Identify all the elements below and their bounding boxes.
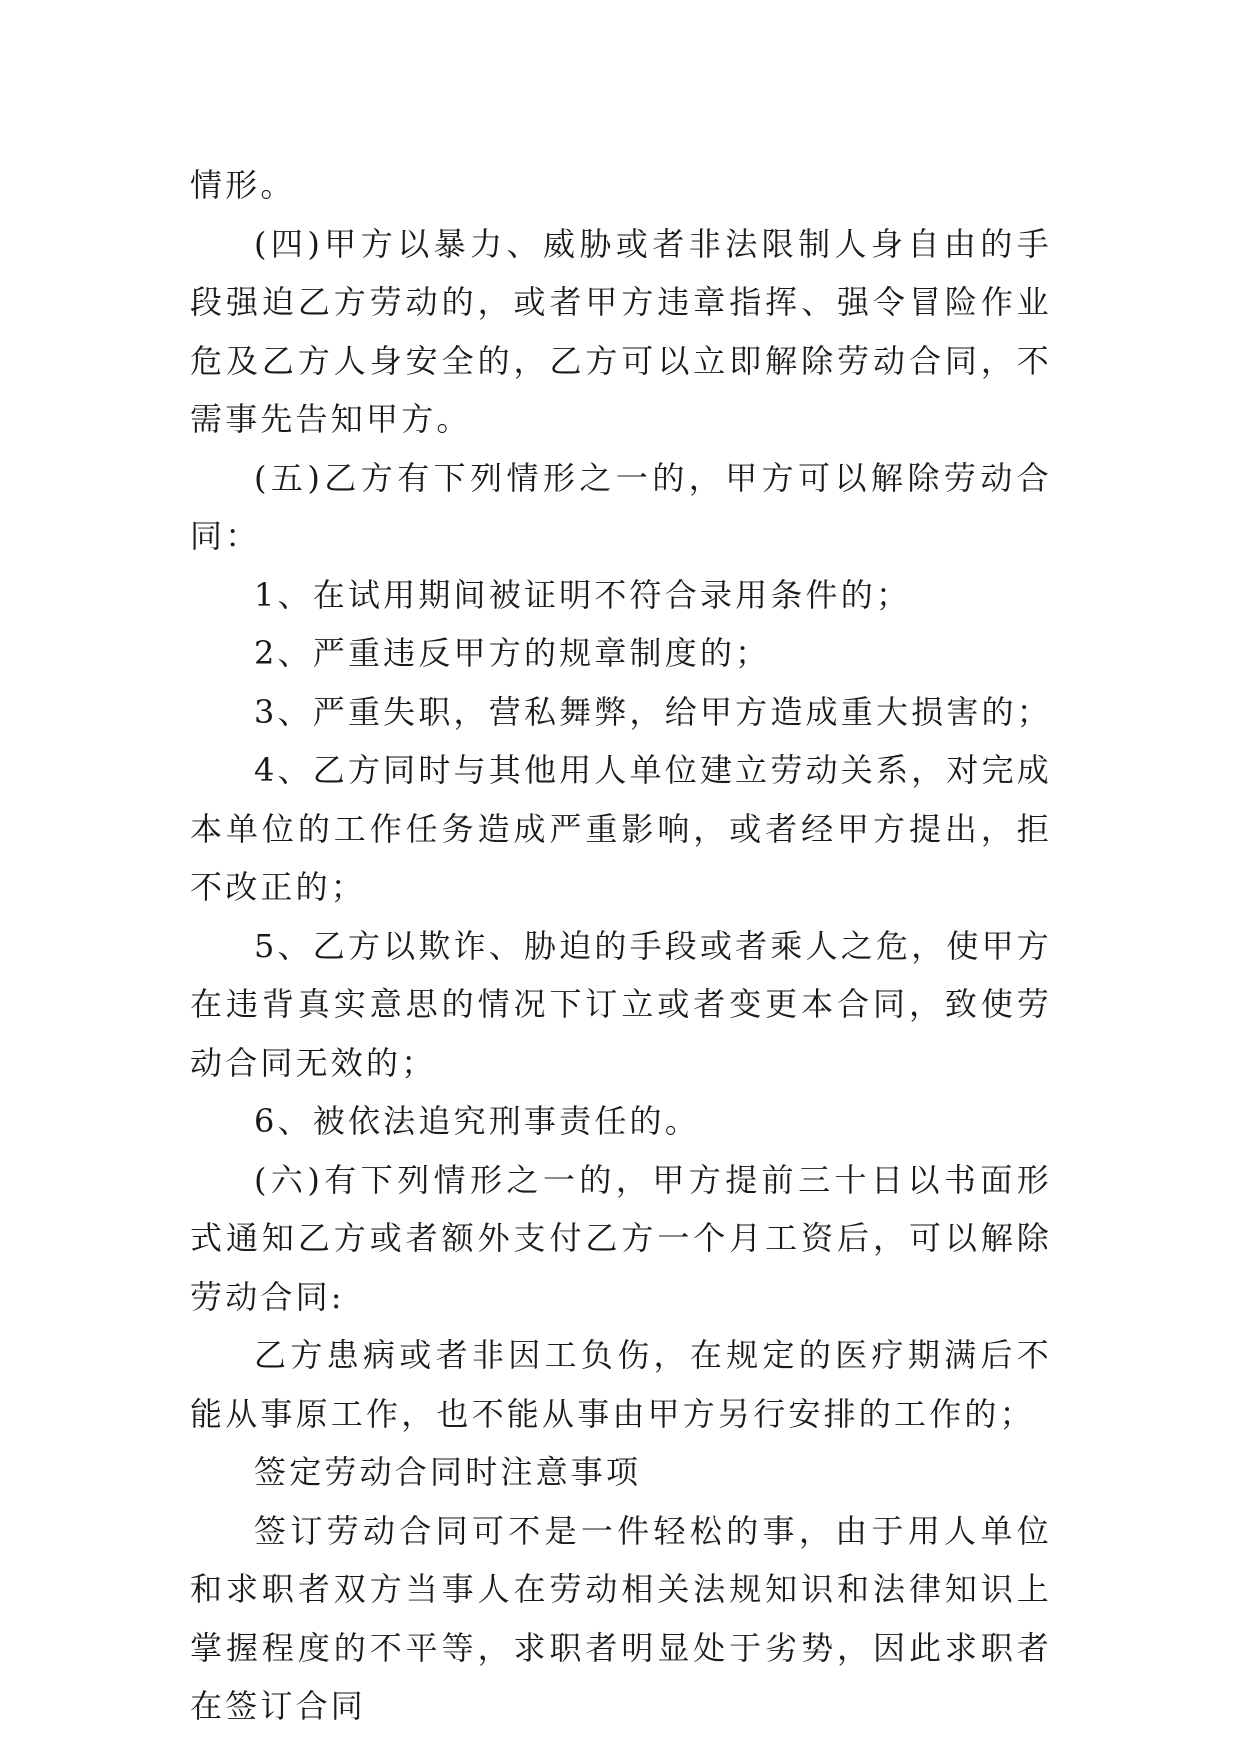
section-heading: 签定劳动合同时注意事项 — [254, 1453, 642, 1491]
document-body — [190, 156, 1052, 1736]
paragraph-notes: 签订劳动合同可不是一件轻松的事，由于用人单位和求职者双方当事人在劳动相关法规知识和法律知识上掌握程度的不平等，求职者明显处于劣势，因此求职者在签订合同 — [190, 1511, 1052, 1725]
list-item-6: 6、被依法追究刑事责任的。 — [254, 1102, 700, 1140]
paragraph-continuation: 情形。 — [190, 166, 296, 204]
list-item-5: 5、乙方以欺诈、胁迫的手段或者乘人之危，使甲方在违背真实意思的情况下订立或者变更本合同，致使劳动合同无效的； — [190, 926, 1052, 1082]
paragraph-clause-5: (五)乙方有下列情形之一的，甲方可以解除劳动合同： — [190, 458, 1052, 555]
list-item-1: 1、在试用期间被证明不符合录用条件的； — [254, 575, 912, 614]
list-item-4: 4、乙方同时与其他用人单位建立劳动关系，对完成本单位的工作任务造成严重影响，或者经甲方提出，拒不改正的； — [190, 751, 1052, 906]
paragraph-illness: 乙方患病或者非因工负伤，在规定的医疗期满后不能从事原工作，也不能从事由甲方另行安排的工作的； — [190, 1336, 1052, 1433]
paragraph-clause-4: (四)甲方以暴力、威胁或者非法限制人身自由的手段强迫乙方劳动的，或者甲方违章指挥、强令冒险作业危及乙方人身安全的，乙方可以立即解除劳动合同，不需事先告知甲方。 — [190, 224, 1052, 438]
paragraph-clause-6: (六)有下列情形之一的，甲方提前三十日以书面形式通知乙方或者额外支付乙方一个月工资后，可以解除劳动合同: — [190, 1160, 1052, 1316]
list-item-2: 2、严重违反甲方的规章制度的； — [254, 634, 771, 672]
list-item-3: 3、严重失职，营私舞弊，给甲方造成重大损害的； — [254, 692, 1052, 731]
